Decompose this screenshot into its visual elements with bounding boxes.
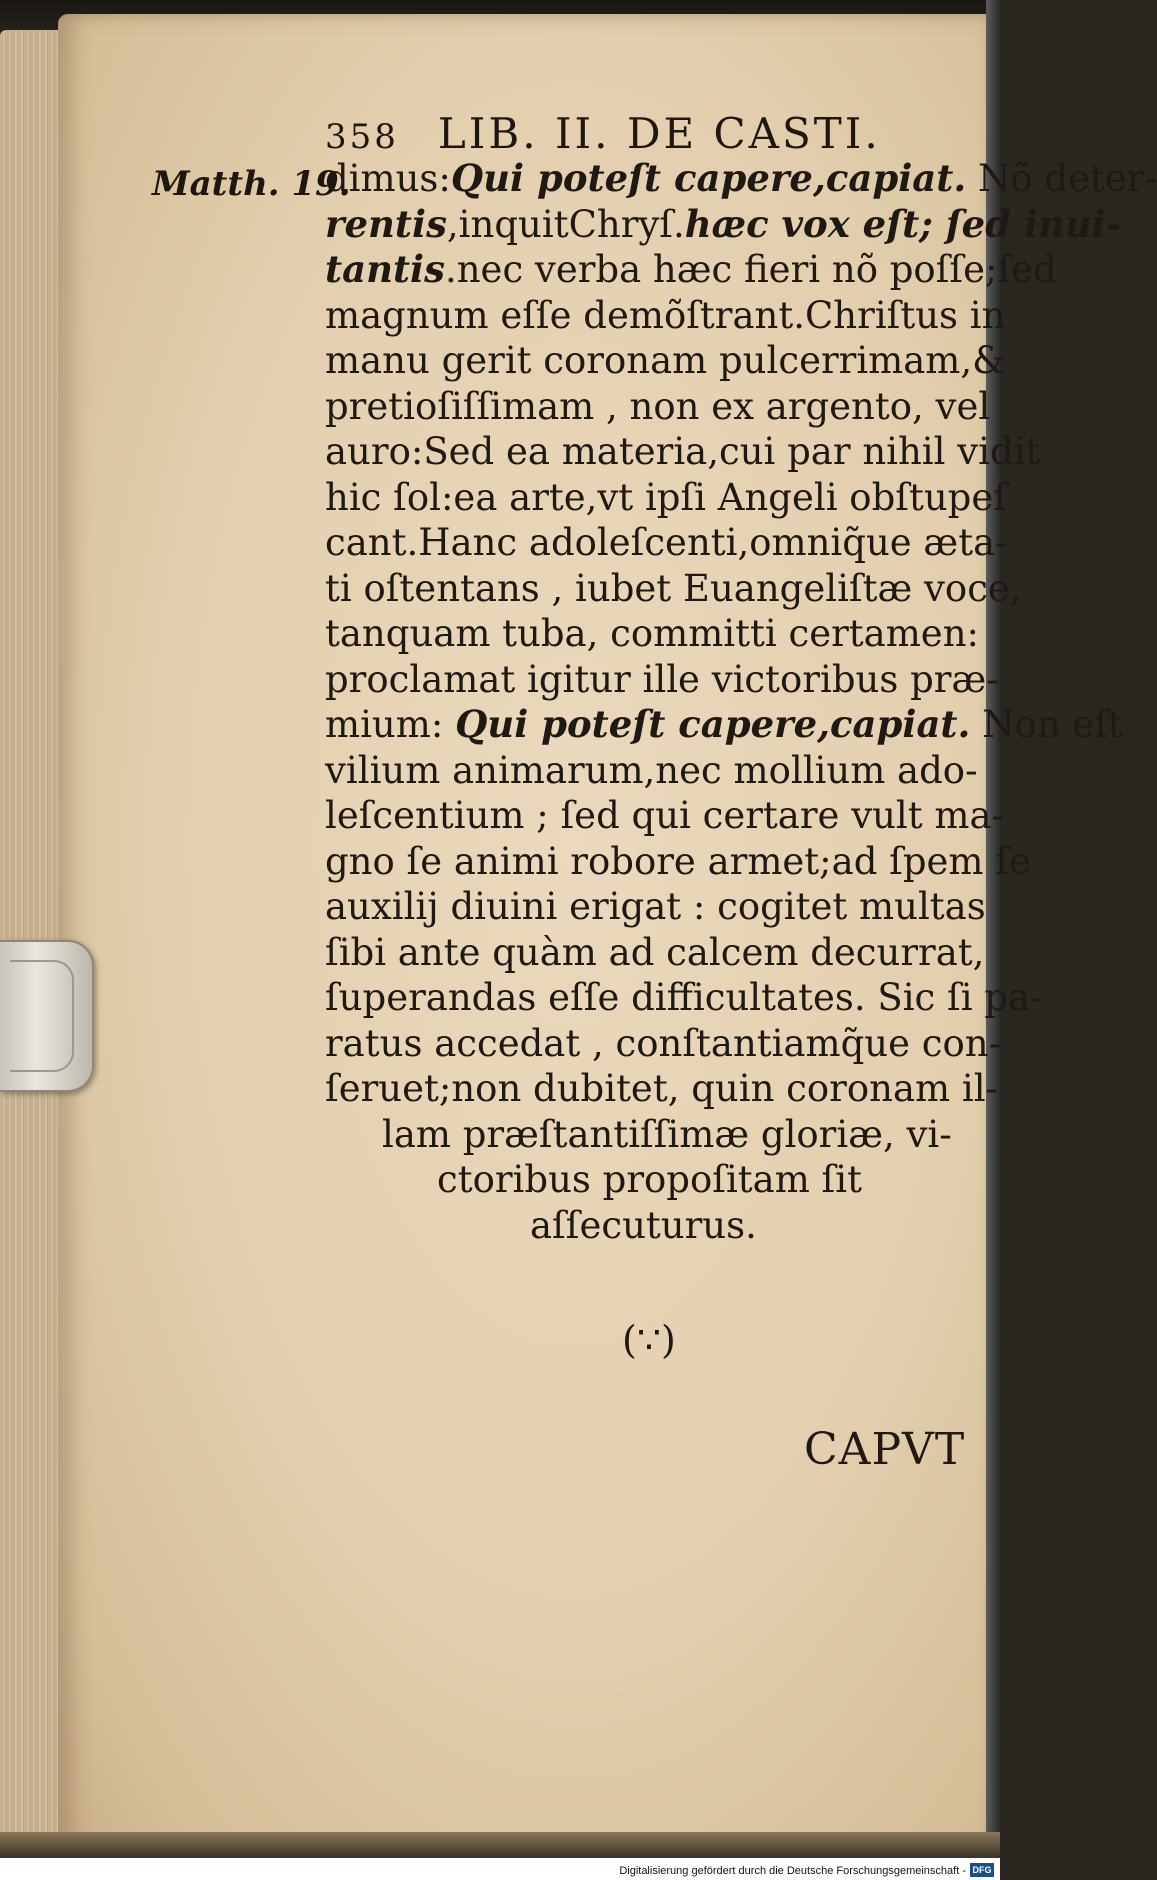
text-line <box>325 156 1157 200</box>
text-line <box>325 839 1031 883</box>
text-line <box>325 384 991 428</box>
text-line <box>325 612 979 655</box>
text-run: .nec verba hæc fieri nõ poſſe;ſed <box>444 248 1057 291</box>
clasp-inner <box>10 960 74 1072</box>
dfg-logo: DFG <box>970 1863 994 1877</box>
italic-text: tantis <box>325 247 445 291</box>
text-run: pretioſiſſimam , non ex argento, vel <box>325 384 991 428</box>
text-run: leſcentium ; ſed qui certare vult ma- <box>325 794 1005 837</box>
text-run: manu gerit coronam pulcerrimam,& <box>325 339 1006 382</box>
text-run: hic ſol:ea arte,vt ipſi Angeli obſtupeſ <box>325 475 1007 519</box>
text-run: aſſecuturus. <box>530 1203 757 1247</box>
text-run: proclamat igitur ille victoribus præ- <box>325 657 999 701</box>
text-line <box>325 521 1008 564</box>
text-run: dimus: <box>325 157 451 200</box>
background-bottom <box>0 1832 1000 1858</box>
text-run: ti oſtentans , iubet Euangeliſtæ voce, <box>325 566 1022 610</box>
catchword: CAPVT <box>804 1424 966 1475</box>
section-separator: (∵) <box>622 1318 676 1362</box>
text-line <box>325 1021 1002 1065</box>
text-line <box>325 247 1057 291</box>
text-run: ſeruet;non dubitet, quin coronam il- <box>325 1067 999 1110</box>
text-line <box>325 702 1123 746</box>
text-run: ctoribus propoſitam ſit <box>437 1158 862 1201</box>
footer-bar <box>0 1858 1000 1880</box>
text-run: cant.Hanc adoleſcenti,omniq̃ue æta- <box>325 521 1008 564</box>
text-line <box>325 748 978 792</box>
italic-text: Qui poteſt capere,capiat. <box>450 156 967 200</box>
text-line <box>325 475 1007 519</box>
text-run: ſuperandas eſſe difficultates. Sic ſi pa- <box>325 976 1043 1019</box>
text-run: ratus accedat , conſtantiamq̃ue con- <box>325 1021 1002 1065</box>
italic-text: rentis <box>325 201 447 246</box>
text-line <box>325 930 985 974</box>
text-line <box>325 293 1006 337</box>
margin-note: Matth. 19. <box>152 164 351 204</box>
text-line <box>325 201 1122 246</box>
text-line <box>325 794 1005 837</box>
text-line <box>325 566 1022 610</box>
text-line <box>325 1067 999 1110</box>
text-line <box>325 657 999 701</box>
italic-text: Qui poteſt capere,capiat. <box>455 702 971 746</box>
running-head-title: LIB. II. DE CASTI. <box>437 109 881 158</box>
text-run: magnum eſſe demõſtrant.Chriſtus in <box>325 293 1006 337</box>
text-run: lam præſtantiſſimæ gloriæ, vi- <box>382 1112 952 1156</box>
book-clasp <box>0 940 94 1092</box>
text-line <box>325 976 1043 1019</box>
text-line <box>325 885 986 928</box>
text-run: ,inquitChryſ. <box>446 202 685 246</box>
text-run: auro:Sed ea materia,cui par nihil vidit <box>325 430 1041 473</box>
text-run: ſibi ante quàm ad calcem decurrat, <box>325 930 985 974</box>
text-run: vilium animarum,nec mollium ado- <box>325 748 978 792</box>
text-line <box>437 1158 862 1201</box>
text-run: gno ſe animi robore armet;ad ſpem ſe <box>325 839 1031 883</box>
italic-text: hæc vox eſt; ſed inui- <box>684 201 1122 246</box>
text-run: mium: <box>325 703 456 746</box>
page-number: 358 <box>325 117 399 157</box>
text-run: tanquam tuba, committi certamen: <box>325 612 979 655</box>
text-line <box>325 339 1006 382</box>
text-line <box>530 1203 757 1247</box>
text-run: Nõ deter- <box>966 157 1157 200</box>
text-run: auxilij diuini erigat : cogitet multas <box>325 885 986 928</box>
footer-credit: Digitalisierung gefördert durch die Deutsche Forschungsgemeinschaft - <box>619 1865 966 1877</box>
text-run: Non eſt <box>970 703 1123 746</box>
text-line <box>382 1112 952 1156</box>
text-line <box>325 430 1041 473</box>
